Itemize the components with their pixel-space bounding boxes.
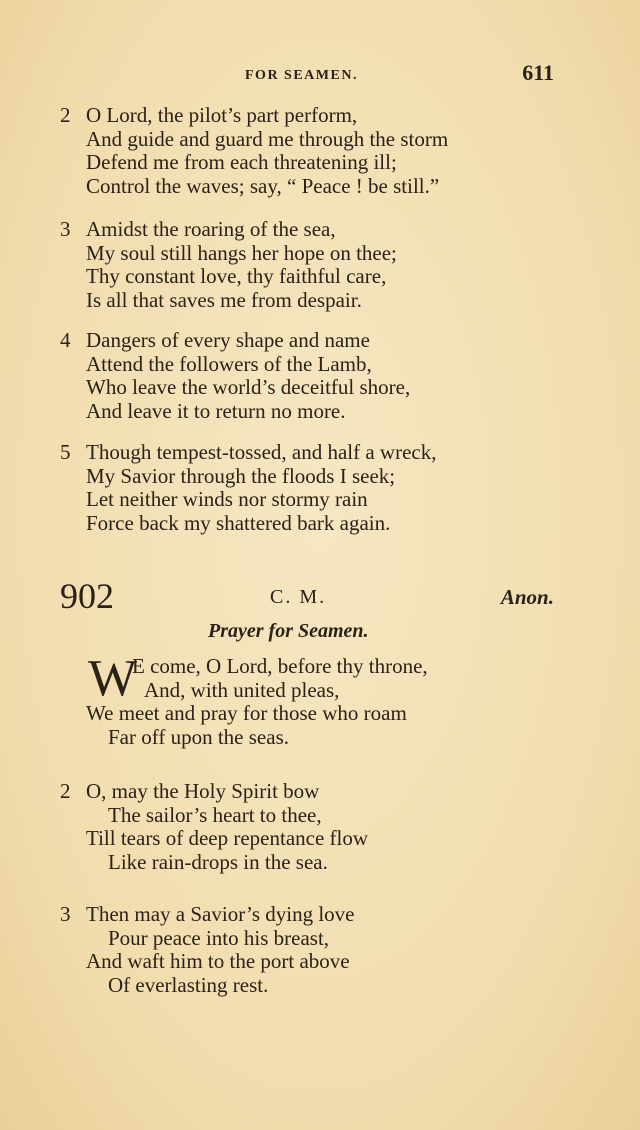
verse-line: Like rain-drops in the sea. (108, 849, 328, 874)
verse-line: The sailor’s heart to thee, (108, 802, 322, 827)
verse-line: Though tempest-tossed, and half a wreck, (86, 440, 437, 464)
running-head: FOR SEAMEN. (245, 68, 358, 83)
stanza-number: 2 (60, 779, 71, 803)
verse-line: Of everlasting rest. (108, 972, 269, 997)
stanza-2 (60, 780, 368, 874)
verse-line: My soul still hangs her hope on thee; (86, 240, 397, 265)
verse-line: Attend the followers of the Lamb, (86, 351, 372, 376)
verse-line: Thy constant love, thy faithful care, (86, 264, 387, 288)
verse-line: Who leave the world’s deceitful shore, (86, 375, 411, 399)
stanza-3 (60, 903, 354, 997)
verse-line: We meet and pray for those who roam (86, 701, 407, 725)
verse-line: And guide and guard me through the storm (86, 126, 449, 151)
verse-line: Defend me from each threatening ill; (86, 150, 397, 174)
verse-line: Let neither winds nor stormy rain (86, 487, 368, 511)
stanza-number: 5 (60, 440, 71, 464)
drop-cap: W (88, 650, 138, 707)
verse-line: Is all that saves me from despair. (86, 287, 362, 312)
verse-line: And waft him to the port above (86, 949, 350, 973)
verse-line: O Lord, the pilot’s part perform, (86, 103, 358, 127)
verse-line: Far off upon the seas. (108, 724, 289, 749)
verse-line: Pour peace into his breast, (108, 925, 330, 950)
verse-line: O, may the Holy Spirit bow (86, 779, 320, 803)
verse-line: Then may a Savior’s dying love (86, 902, 355, 926)
verse-line: And, with united pleas, (144, 677, 340, 702)
hymn-title: Prayer for Seamen. (208, 620, 369, 642)
stanza-5-prev (60, 441, 436, 535)
stanza-number: 3 (60, 902, 71, 926)
stanza-1 (86, 650, 428, 749)
hymn-number: 902 (60, 576, 114, 616)
verse-line: Dangers of every shape and name (86, 328, 370, 352)
hymn-header (60, 576, 554, 616)
stanza-2-prev (60, 104, 448, 198)
stanza-number: 4 (60, 328, 71, 352)
stanza-4-prev (60, 329, 410, 423)
verse-line: My Savior through the floods I seek; (86, 463, 396, 488)
page-number: 611 (522, 60, 554, 85)
verse-line: And leave it to return no more. (86, 398, 346, 423)
verse-line: Amidst the roaring of the sea, (86, 217, 336, 241)
hymn-meter: C. M. (270, 586, 327, 608)
hymn-author: Anon. (500, 585, 554, 609)
verse-line: E come, O Lord, before thy throne, (132, 654, 428, 678)
verse-line: Force back my shattered bark again. (86, 510, 391, 535)
verse-line: Till tears of deep repentance flow (86, 826, 369, 850)
stanza-number: 2 (60, 103, 71, 127)
stanza-number: 3 (60, 217, 71, 241)
stanza-3-prev (60, 218, 397, 312)
verse-line: Control the waves; say, “ Peace ! be still.” (86, 173, 440, 198)
